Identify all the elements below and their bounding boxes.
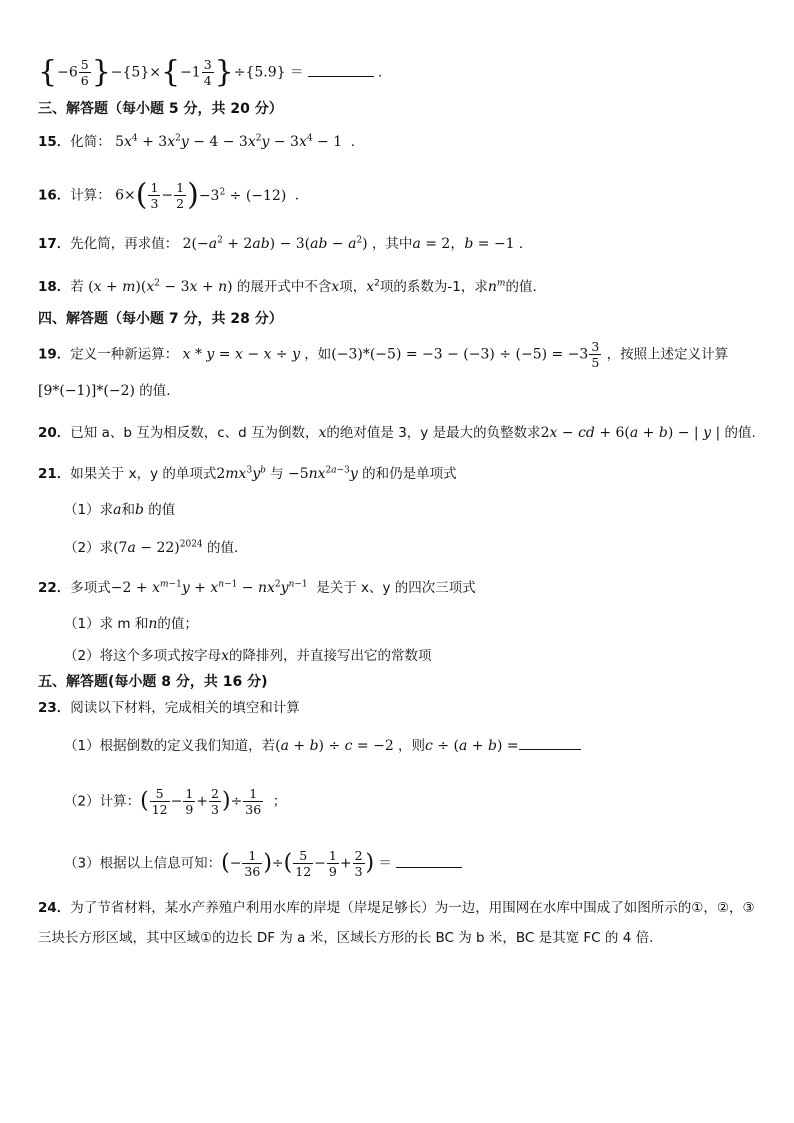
question-21-part2: （2）求$(7a - 22)^{2024}$ 的值. — [64, 539, 239, 556]
question-18: 18．若 $(x + m)(x^2 - 3x + n)$ 的展开式中不含x项，$x^2$项的系数为-1，求$n^m$的值. — [38, 278, 537, 295]
q14-expression: {−6 $\frac{5}{6}$ }−{5}×{−1 $\frac{3}{4}$ }÷{5.9} ＝ . — [38, 54, 383, 90]
answer-blank[interactable] — [396, 853, 462, 868]
question-23-part1: （1）根据倒数的定义我们知道，若(a + b) ÷ c = −2 ，则c ÷ (a + b) = — [64, 735, 581, 756]
question-19: 19．定义一种新运算： x * y = x − x ÷ y ，如(−3)*(−5) = −3 − (−3) ÷ (−5) = −3 $\frac{3}{5}$ ，按照上述定义计算 — [38, 339, 729, 370]
question-21: 21．如果关于 x，y 的单项式$2mx^3y^b$ 与 $-5nx^{2a-3}y$ 的和仍是单项式 — [38, 465, 457, 482]
section-5-heading: 五、解答题(每小题 8 分，共 16 分) — [38, 674, 268, 690]
question-23: 23．阅读以下材料，完成相关的填空和计算 — [38, 700, 300, 716]
section-4-heading: 四、解答题（每小题 7 分，共 28 分） — [38, 311, 283, 327]
question-19-line2: [9*(−1)]*(−2) 的值. — [38, 383, 171, 399]
question-22: 22．多项式$-2 + x^{m-1}y + x^{n-1} - nx^2y^{n-1}$ 是关于 x、y 的四次三项式 — [38, 579, 476, 596]
question-21-part1: （1）求a和b 的值 — [64, 502, 176, 518]
question-16: 16．计算： 6×( $\frac{1}{3}$ − $\frac{1}{2}$ )$-3^2 \div (-12)$ ． — [38, 177, 309, 213]
question-22-part2: （2）将这个多项式按字母x的降排列，并直接写出它的常数项 — [64, 648, 432, 664]
section-3-heading: 三、解答题（每小题 5 分，共 20 分） — [38, 101, 283, 117]
question-23-part3: （3）根据以上信息可知：(− $\frac{1}{36}$ )÷( $\frac{5}{12}$ − $\frac{1}{9}$ + $\frac{2}{3}$ ) ＝ — [64, 848, 462, 879]
question-15: 15．化简： $5x^4 + 3x^2y - 4 - 3x^2y - 3x^4 - 1$ ． — [38, 133, 365, 150]
answer-blank[interactable] — [308, 62, 374, 77]
question-23-part2: （2）计算：( $\frac{5}{12}$ − $\frac{1}{9}$ + $\frac{2}{3}$ )÷ $\frac{1}{36}$ ； — [64, 786, 287, 817]
question-17: 17．先化简，再求值： $2(-a^2 + 2ab) - 3(ab - a^2)$ ，其中a = 2，b = −1 ． — [38, 235, 533, 252]
question-20: 20．已知 a、b 互为相反数，c、d 互为倒数，x的绝对值是 3，y 是最大的负整数求2x − cd + 6(a + b) − | y | 的值. — [38, 425, 756, 441]
question-24: 24．为了节省材料，某水产养殖户利用水库的岸堤（岸堤足够长）为一边，用围网在水库中围成了如图所示的①，②，③三块长方形区域，其中区域①的边长 DF 为 a 米，区域长方形的长 BC 为 b 米，BC 是其宽 FC 的 4 倍. — [38, 900, 755, 946]
question-22-part1: （1）求 m 和n的值； — [64, 616, 198, 632]
answer-blank[interactable] — [519, 735, 581, 750]
